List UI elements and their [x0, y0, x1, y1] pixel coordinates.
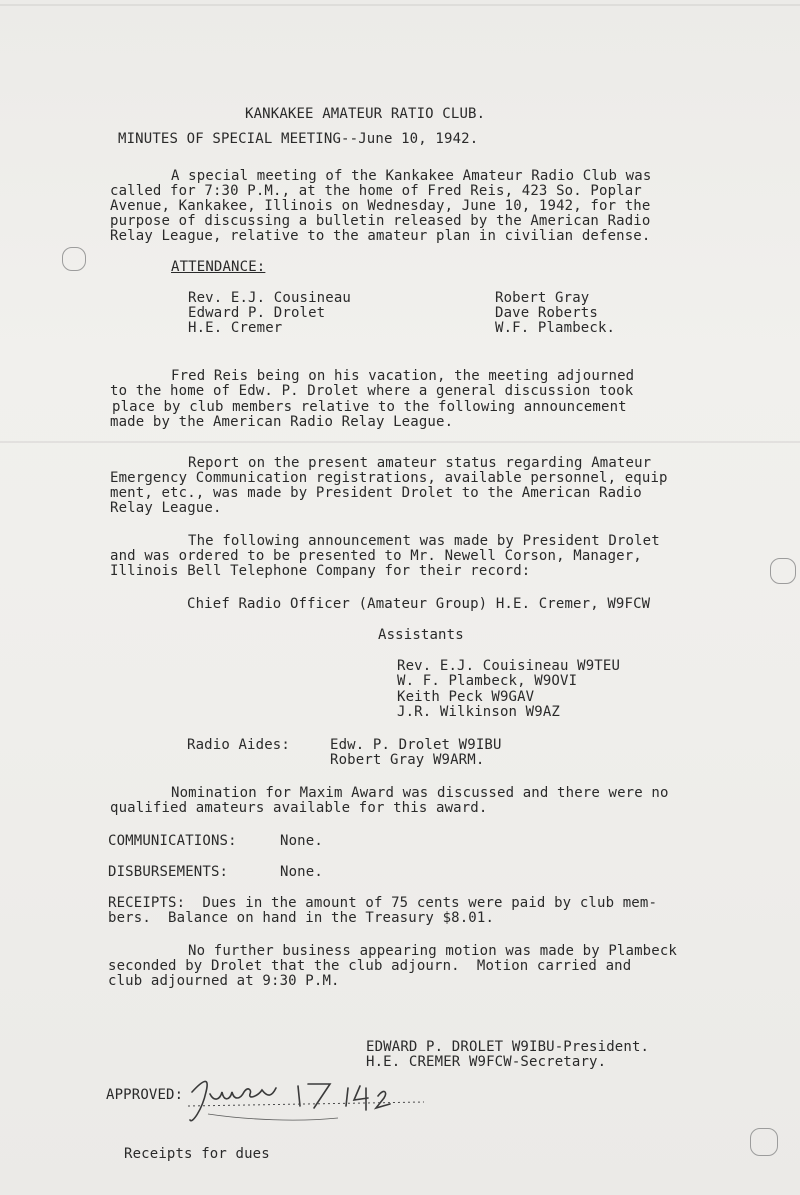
meeting-subtitle: MINUTES OF SPECIAL MEETING--June 10, 1942. — [118, 131, 479, 147]
receipts-line: bers. Balance on hand in the Treasury $8.01. — [108, 910, 495, 926]
receipts-line: RECEIPTS: Dues in the amount of 75 cents were paid by club mem- — [108, 895, 658, 911]
receipts-for-dues-note: Receipts for dues — [124, 1146, 270, 1162]
approved-label: APPROVED: — [106, 1087, 184, 1103]
radio-aide-entry: Robert Gray W9ARM. — [330, 752, 485, 768]
intro-line: Relay League, relative to the amateur plan in civilian defense. — [110, 228, 651, 244]
vacation-line: to the home of Edw. P. Drolet where a general discussion took — [110, 383, 634, 399]
adjourn-line: No further business appearing motion was made by Plambeck — [188, 943, 677, 959]
attendee-name: Rev. E.J. Cousineau — [188, 290, 351, 306]
attendance-heading: ATTENDANCE: — [171, 259, 266, 275]
intro-line: Avenue, Kankakee, Illinois on Wednesday, June 10, 1942, for the — [110, 198, 651, 214]
disbursements-value: None. — [280, 864, 323, 880]
attendee-name: Dave Roberts — [495, 305, 598, 321]
assistant-entry: J.R. Wilkinson W9AZ — [397, 704, 560, 720]
announcement-line: and was ordered to be presented to Mr. Newell Corson, Manager, — [110, 548, 642, 564]
attendee-name: W.F. Plambeck. — [495, 320, 616, 336]
communications-value: None. — [280, 833, 323, 849]
adjourn-line: seconded by Drolet that the club adjourn. Motion carried and — [108, 958, 632, 974]
intro-line: purpose of discussing a bulletin released by the American Radio — [110, 213, 651, 229]
report-line: Relay League. — [110, 500, 222, 516]
attendee-name: H.E. Cremer — [188, 320, 283, 336]
radio-aides-label: Radio Aides: — [187, 737, 290, 753]
vacation-line: Fred Reis being on his vacation, the meeting adjourned — [171, 368, 635, 384]
vacation-line: made by the American Radio Relay League. — [110, 414, 454, 430]
report-line: Report on the present amateur status regarding Amateur — [188, 455, 652, 471]
page-fold — [0, 441, 800, 443]
punch-hole-bottom — [750, 1128, 778, 1156]
intro-line: called for 7:30 P.M., at the home of Fred Reis, 423 So. Poplar — [110, 183, 642, 199]
radio-aide-entry: Edw. P. Drolet W9IBU — [330, 737, 502, 753]
maxim-line: Nomination for Maxim Award was discussed and there were no — [171, 785, 669, 801]
assistants-heading: Assistants — [378, 627, 464, 643]
disbursements-label: DISBURSEMENTS: — [108, 864, 229, 880]
secretary-signature-line: H.E. CREMER W9FCW-Secretary. — [366, 1054, 607, 1070]
punch-hole-left — [62, 247, 86, 271]
document-title: KANKAKEE AMATEUR RATIO CLUB. — [245, 106, 486, 122]
communications-label: COMMUNICATIONS: — [108, 833, 237, 849]
handwritten-approval-date — [188, 1062, 438, 1132]
assistant-entry: Keith Peck W9GAV — [397, 689, 535, 705]
chief-radio-officer: Chief Radio Officer (Amateur Group) H.E. Cremer, W9FCW — [187, 596, 651, 612]
intro-line: A special meeting of the Kankakee Amateur Radio Club was — [171, 168, 652, 184]
announcement-line: The following announcement was made by President Drolet — [188, 533, 660, 549]
report-line: ment, etc., was made by President Drolet to the American Radio — [110, 485, 642, 501]
attendee-name: Robert Gray — [495, 290, 590, 306]
adjourn-line: club adjourned at 9:30 P.M. — [108, 973, 340, 989]
president-signature-line: EDWARD P. DROLET W9IBU-President. — [366, 1039, 650, 1055]
punch-hole-right — [770, 558, 796, 584]
announcement-line: Illinois Bell Telephone Company for their record: — [110, 563, 531, 579]
assistant-entry: Rev. E.J. Couisineau W9TEU — [397, 658, 621, 674]
vacation-line: place by club members relative to the following announcement — [112, 399, 627, 415]
assistant-entry: W. F. Plambeck, W9OVI — [397, 673, 578, 689]
attendee-name: Edward P. Drolet — [188, 305, 326, 321]
report-line: Emergency Communication registrations, available personnel, equip — [110, 470, 668, 486]
maxim-line: qualified amateurs available for this award. — [110, 800, 488, 816]
top-edge — [0, 4, 800, 6]
